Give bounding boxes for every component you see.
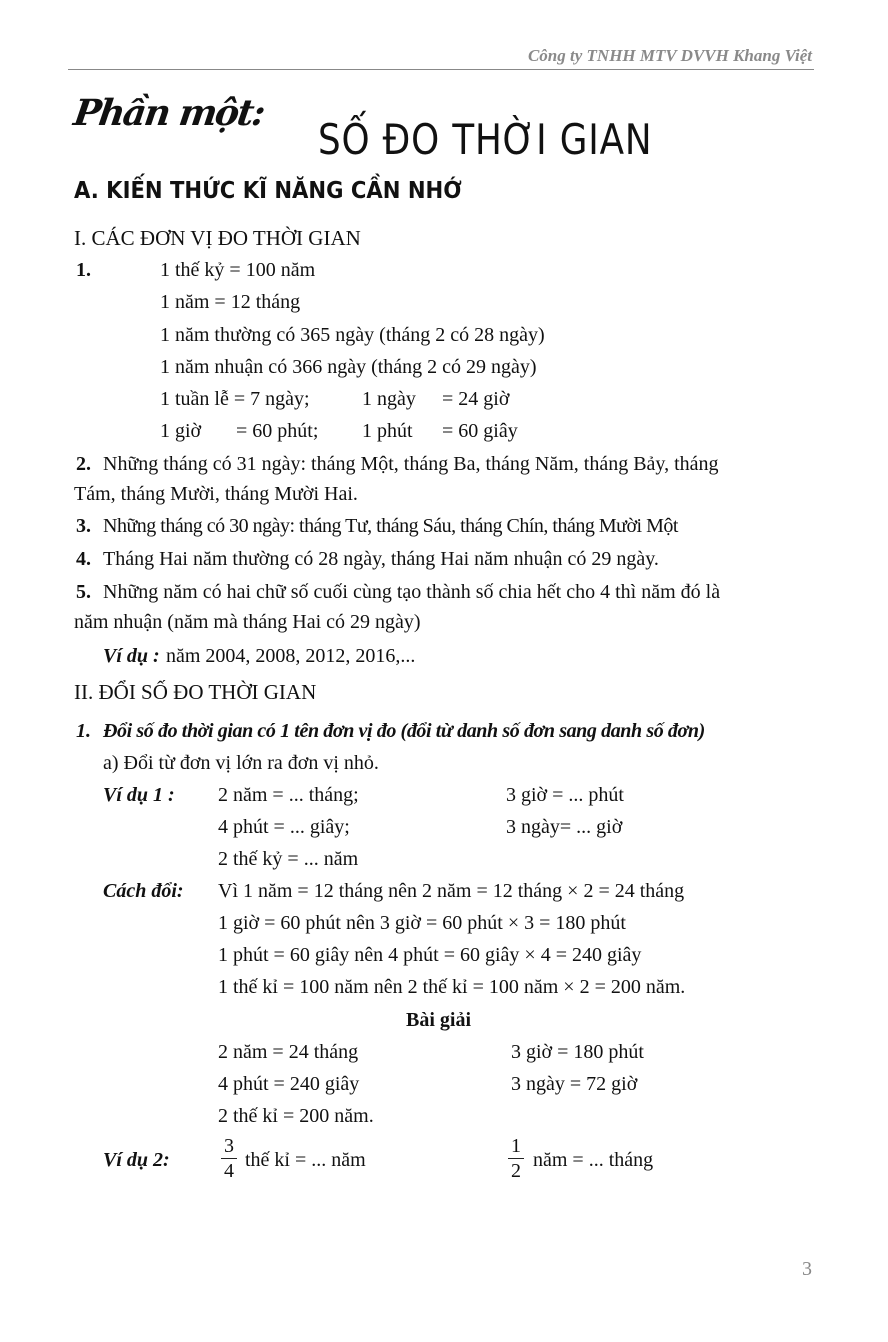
example-label: Ví dụ 1 : xyxy=(103,784,175,806)
text-line: 4 phút = 240 giây xyxy=(218,1073,360,1095)
text-line: Những năm có hai chữ số cuối cùng tạo thành số chia hết cho 4 thì năm đó là xyxy=(103,581,721,603)
text-line: a) Đổi từ đơn vị lớn ra đơn vị nhỏ. xyxy=(103,752,379,774)
section-2-heading: II. ĐỔI SỐ ĐO THỜI GIAN xyxy=(74,680,317,704)
text-line: 1 năm thường có 365 ngày (tháng 2 có 28 ngày) xyxy=(160,324,545,346)
text-line: năm = ... tháng xyxy=(533,1149,654,1171)
text-line: 1 tuần lễ = 7 ngày; xyxy=(160,388,310,410)
running-header: Công ty TNHH MTV DVVH Khang Việt xyxy=(527,46,812,65)
section-a-heading: A. KIẾN THỨC KĨ NĂNG CẦN NHỚ xyxy=(74,178,462,204)
fraction-bar xyxy=(508,1158,524,1159)
denominator: 4 xyxy=(224,1160,234,1182)
denominator: 2 xyxy=(511,1160,521,1182)
text-line: 3 giờ = ... phút xyxy=(506,784,624,806)
text-line: 2 năm = 24 tháng xyxy=(218,1041,359,1063)
text-line: Tháng Hai năm thường có 28 ngày, tháng Hai năm nhuận có 29 ngày. xyxy=(103,548,659,570)
text-line: 1 giờ = 60 phút nên 3 giờ = 60 phút × 3 = 180 phút xyxy=(218,912,626,934)
text-line: 1 giờ xyxy=(160,420,202,442)
text-line: 1 thế kỷ = 100 năm xyxy=(160,259,316,281)
text-line: năm nhuận (năm mà tháng Hai có 29 ngày) xyxy=(74,611,421,633)
text-line: = 60 phút; xyxy=(236,420,319,442)
text-line: = 24 giờ xyxy=(442,388,510,410)
text-line: 3 ngày= ... giờ xyxy=(506,816,623,838)
part-label: Phần một: xyxy=(71,92,267,134)
text-line: 2 thế kỷ = ... năm xyxy=(218,848,359,870)
page-title: SỐ ĐO THỜI GIAN xyxy=(318,115,653,164)
fraction xyxy=(508,1135,524,1182)
item-number: 1. xyxy=(76,720,91,742)
text-line: 1 năm = 12 tháng xyxy=(160,291,301,313)
text-line: 4 phút = ... giây; xyxy=(218,816,350,838)
item-number: 4. xyxy=(76,548,91,570)
text-line: Những tháng có 31 ngày: tháng Một, tháng Ba, tháng Năm, tháng Bảy, tháng xyxy=(103,453,719,475)
text-line: Tám, tháng Mười, tháng Mười Hai. xyxy=(74,483,358,505)
section-1-heading: I. CÁC ĐƠN VỊ ĐO THỜI GIAN xyxy=(74,226,361,250)
item-number: 2. xyxy=(76,453,91,475)
solution-title: Bài giải xyxy=(406,1009,472,1031)
subheading: Đổi số đo thời gian có 1 tên đơn vị đo (đổi từ danh số đơn sang danh số đơn) xyxy=(103,720,705,742)
text-line: 1 năm nhuận có 366 ngày (tháng 2 có 29 ngày) xyxy=(160,356,537,378)
text-line: Những tháng có 30 ngày: tháng Tư, tháng Sáu, tháng Chín, tháng Mười Một xyxy=(103,515,678,537)
example-label: Ví dụ 2: xyxy=(103,1149,170,1171)
numerator: 3 xyxy=(224,1135,234,1157)
text-line: thế kỉ = ... năm xyxy=(245,1149,366,1171)
method-label: Cách đổi: xyxy=(103,880,184,902)
text-line: năm 2004, 2008, 2012, 2016,... xyxy=(166,645,416,667)
text-line: 1 phút = 60 giây nên 4 phút = 60 giây × 4 = 240 giây xyxy=(218,944,642,966)
item-number: 5. xyxy=(76,581,91,603)
text-line: 1 phút xyxy=(362,420,413,442)
text-line: 2 năm = ... tháng; xyxy=(218,784,359,806)
item-number: 1. xyxy=(76,259,91,281)
fraction-bar xyxy=(221,1158,237,1159)
text-line: 1 thế kỉ = 100 năm nên 2 thế kỉ = 100 năm × 2 = 200 năm. xyxy=(218,976,686,998)
header-rule xyxy=(68,69,814,70)
numerator: 1 xyxy=(511,1135,521,1157)
page-number: 3 xyxy=(802,1258,812,1280)
text-line: Vì 1 năm = 12 tháng nên 2 năm = 12 tháng × 2 = 24 tháng xyxy=(218,880,685,902)
text-line: = 60 giây xyxy=(442,420,518,442)
text-line: 3 giờ = 180 phút xyxy=(511,1041,644,1063)
example-label: Ví dụ : xyxy=(103,645,160,667)
fraction xyxy=(221,1135,237,1182)
text-line: 1 ngày xyxy=(362,388,416,410)
text-line: 2 thế kỉ = 200 năm. xyxy=(218,1105,374,1127)
item-number: 3. xyxy=(76,515,91,537)
text-line: 3 ngày = 72 giờ xyxy=(511,1073,638,1095)
